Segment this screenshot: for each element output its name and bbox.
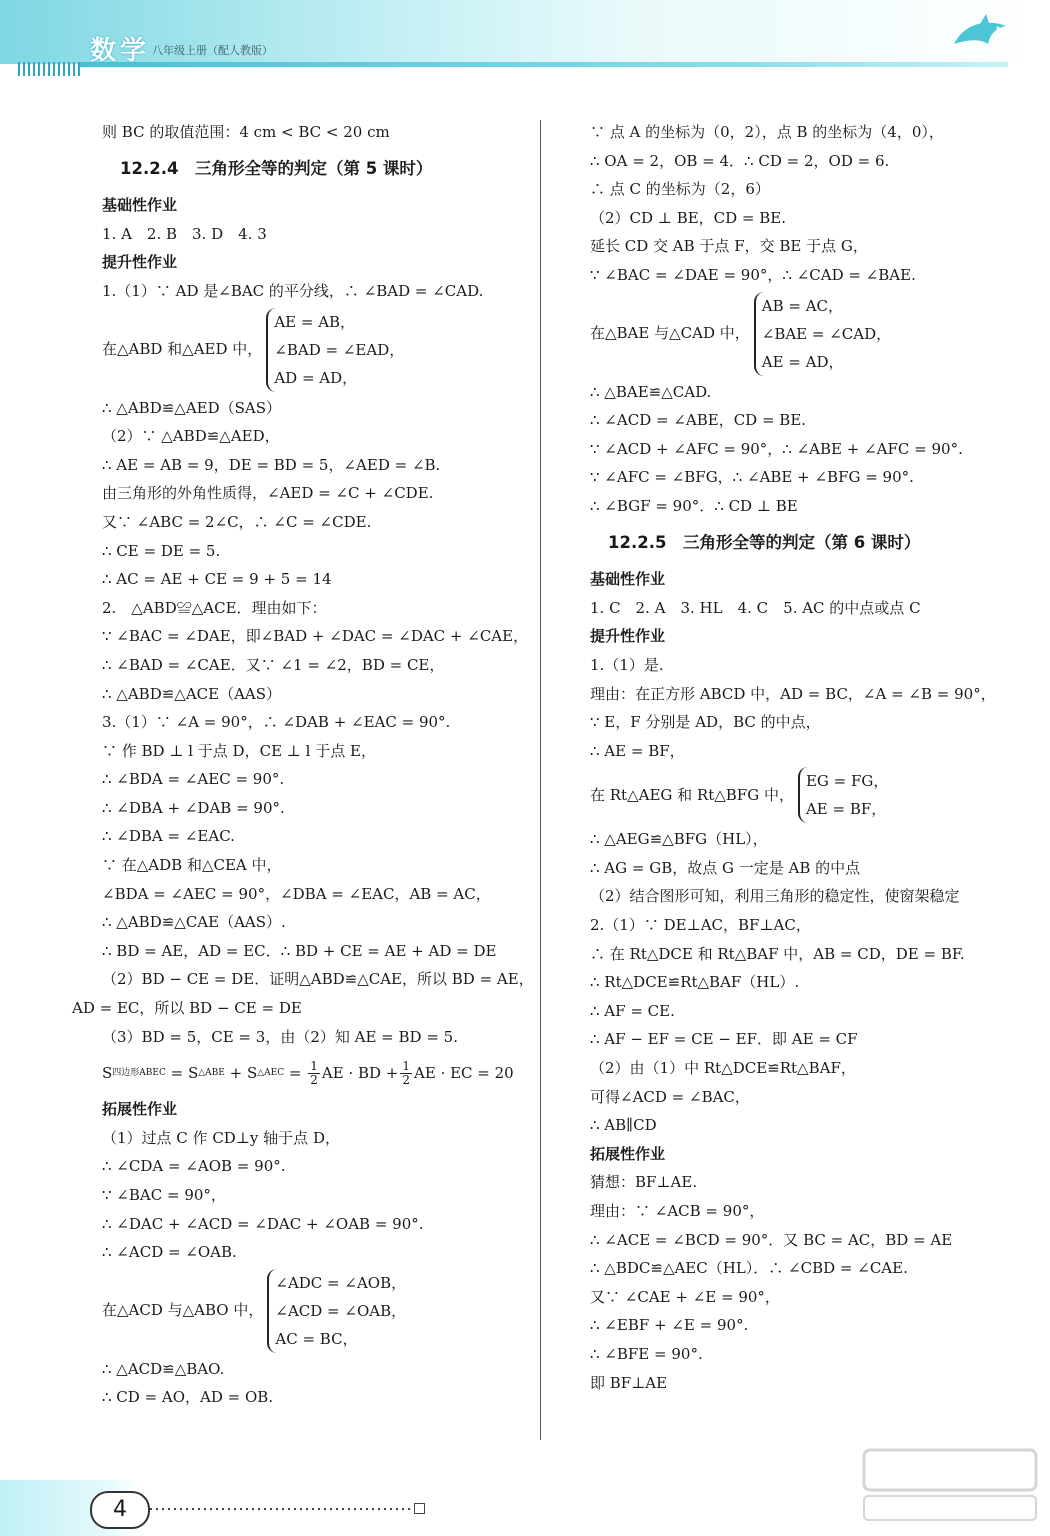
text-line: ∴ ∠ACD = ∠OAB. (102, 1243, 237, 1262)
text-line: 由三角形的外角性质得，∠AED = ∠C + ∠CDE. (102, 484, 434, 503)
header-barcode-decoration (18, 62, 80, 76)
subsection-heading: 提升性作业 (102, 253, 178, 272)
text-line: 2.（1）∵ DE⊥AC，BF⊥AC， (590, 916, 811, 935)
text-line: （2）∵ △ABD≌△AED， (102, 427, 280, 446)
formula-s1-sub: △ABE (198, 1067, 225, 1078)
brace-condition: ∠BAD = ∠EAD， (274, 340, 405, 359)
subsection-heading: 拓展性作业 (590, 1144, 666, 1163)
text-line: 即 BF⊥AE (590, 1373, 668, 1392)
brace-label: 在△ABD 和△AED 中， (102, 340, 263, 359)
brace-condition: ∠ADC = ∠AOB， (275, 1273, 407, 1292)
footer-dotted-line (150, 1508, 412, 1510)
text-line: ∴ △ACD≌△BAO. (102, 1359, 225, 1378)
section-heading: 12.2.4 三角形全等的判定（第 5 课时） (120, 158, 433, 178)
text-line: ∴ BD = AE，AD = EC．∴ BD + CE = AE + AD = DE (102, 941, 497, 960)
text-line: ∴ ∠DBA + ∠DAB = 90°. (102, 798, 285, 817)
formula-s: S (102, 1063, 113, 1082)
text-line: ∵ ∠BAC = ∠DAE，即∠BAD + ∠DAC = ∠DAC + ∠CAE， (102, 627, 529, 646)
text-line: ∵ 作 BD ⊥ l 于点 D，CE ⊥ l 于点 E， (102, 741, 376, 760)
text-line: ∴ AE = AB = 9，DE = BD = 5，∠AED = ∠B. (102, 455, 441, 474)
text-line: 1. C 2. A 3. HL 4. C 5. AC 的中点或点 C (590, 598, 921, 617)
proof-brace-block (590, 292, 1020, 376)
text-line: ∴ ∠BFE = 90°. (590, 1344, 703, 1363)
text-line: 1.（1）∵ AD 是∠BAC 的平分线，∴ ∠BAD = ∠CAD. (102, 281, 484, 300)
brace-label: 在△ACD 与△ABO 中， (102, 1301, 264, 1320)
formula-s2: S (246, 1063, 258, 1082)
text-line: ∴ ∠ACE = ∠BCD = 90°．又 BC = AC，BD = AE (590, 1230, 953, 1249)
text-line: ∴ CE = DE = 5. (102, 541, 221, 560)
subsection-heading: 基础性作业 (102, 196, 178, 215)
formula-term2: AE · EC = 20 (414, 1063, 514, 1082)
text-line: ∴ OA = 2，OB = 4．∴ CD = 2，OD = 6. (590, 151, 890, 170)
brace-condition: ∠BAE = ∠CAD， (761, 324, 892, 343)
dolphin-logo-icon (950, 14, 1010, 54)
brace-condition: AE = BF， (805, 800, 887, 819)
text-line: ∴ ∠DBA = ∠EAC. (102, 827, 235, 846)
right-column (590, 118, 1020, 1397)
brace-condition: AE = AB， (274, 312, 356, 331)
area-formula: S 四边形ABEC = S △ABE + S △AEC = $\frac{1}{2}$ AE · BD + $\frac{1}{2}$ AE · EC = 20 (102, 1058, 514, 1087)
proof-brace-block (590, 767, 1020, 823)
text-line: ∴ ∠ACD = ∠ABE，CD = BE. (590, 411, 807, 430)
subsection-heading: 拓展性作业 (102, 1100, 178, 1119)
text-line: ∴ AE = BF， (590, 741, 685, 760)
brace-label: 在△BAE 与△CAD 中， (590, 324, 750, 343)
text-line: 2. △ABD≌△ACE．理由如下： (102, 598, 327, 617)
text-line: 1.（1）是. (590, 655, 664, 674)
formula-s2-sub: △AEC (257, 1067, 285, 1078)
text-line: ∴ AB∥CD (590, 1116, 657, 1135)
text-line: ∵ 在△ADB 和△CEA 中， (102, 856, 282, 875)
text-line: 则 BC 的取值范围：4 cm < BC < 20 cm (102, 123, 390, 141)
text-line: AD = EC，所以 BD − CE = DE (72, 999, 302, 1018)
text-line: （1）过点 C 作 CD⊥y 轴于点 D， (102, 1128, 340, 1147)
fraction-half: $\frac{1}{2}$ (310, 1058, 318, 1087)
formula-s-sub: 四边形ABEC (112, 1067, 166, 1078)
text-line: ∴ 在 Rt△DCE 和 Rt△BAF 中，AB = CD，DE = BF. (590, 944, 965, 963)
text-line: （2）CD ⊥ BE，CD = BE. (590, 208, 787, 227)
text-line: ∵ ∠AFC = ∠BFG，∴ ∠ABE + ∠BFG = 90°. (590, 468, 914, 487)
left-column (72, 118, 534, 1412)
text-line: ∵ ∠ACD + ∠AFC = 90°，∴ ∠ABE + ∠AFC = 90°. (590, 439, 963, 458)
column-divider (540, 120, 541, 1440)
watermark-logo-icon (860, 1444, 1040, 1524)
text-line: ∴ Rt△DCE≌Rt△BAF（HL）. (590, 973, 800, 992)
text-line: ∴ ∠CDA = ∠AOB = 90°. (102, 1157, 286, 1176)
text-line: ∴ △ABD≌△ACE（AAS） (102, 684, 282, 703)
text-line: 又∵ ∠ABC = 2∠C，∴ ∠C = ∠CDE. (102, 512, 372, 531)
text-line: ∴ ∠DAC + ∠ACD = ∠DAC + ∠OAB = 90°. (102, 1214, 424, 1233)
brace-condition: AC = BC， (275, 1329, 358, 1348)
text-line: ∠BDA = ∠AEC = 90°，∠DBA = ∠EAC，AB = AC， (102, 884, 491, 903)
brace-condition: AE = AD， (761, 352, 844, 371)
text-line: ∵ ∠BAC = ∠DAE = 90°，∴ ∠CAD = ∠BAE. (590, 265, 916, 284)
fraction-half: $\frac{1}{2}$ (402, 1058, 411, 1087)
brace-conditions (267, 1269, 406, 1353)
text-line: 猜想：BF⊥AE. (590, 1173, 698, 1192)
text-line: 理由：在正方形 ABCD 中，AD = BC，∠A = ∠B = 90°， (590, 684, 996, 703)
brace-conditions (266, 308, 404, 392)
text-line: ∴ AC = AE + CE = 9 + 5 = 14 (102, 570, 332, 589)
brace-condition: AD = AD， (274, 368, 358, 387)
text-line: 理由：∵ ∠ACB = 90°， (590, 1202, 765, 1220)
text-line: ∵ E，F 分别是 AD，BC 的中点， (590, 713, 821, 732)
text-line: ∴ ∠BAD = ∠CAE．又∵ ∠1 = ∠2，BD = CE， (102, 655, 445, 674)
text-line: 又∵ ∠CAE + ∠E = 90°， (590, 1287, 780, 1306)
brace-conditions (798, 767, 888, 823)
section-heading: 12.2.5 三角形全等的判定（第 6 课时） (608, 532, 921, 552)
text-line: （3）BD = 5，CE = 3，由（2）知 AE = BD = 5. (102, 1027, 458, 1046)
text-line: ∵ 点 A 的坐标为（0，2），点 B 的坐标为（4，0）， (590, 123, 944, 141)
proof-brace-block (102, 1269, 532, 1353)
page-number: 4 (90, 1491, 150, 1529)
text-line: ∵ ∠BAC = 90°， (102, 1186, 226, 1204)
text-line: 可得∠ACD = ∠BAC， (590, 1087, 750, 1106)
text-line: ∴ ∠BGF = 90°．∴ CD ⊥ BE (590, 496, 798, 515)
text-line: ∴ AF = CE. (590, 1001, 675, 1020)
proof-brace-block (102, 308, 532, 392)
formula-term1: AE · BD + (321, 1063, 399, 1082)
text-line: ∴ 点 C 的坐标为（2，6） (590, 180, 770, 199)
brace-condition: AB = AC， (761, 296, 844, 315)
text-line: 1. A 2. B 3. D 4. 3 (102, 224, 267, 243)
text-line: ∴ ∠BDA = ∠AEC = 90°. (102, 770, 285, 789)
brace-label: 在 Rt△AEG 和 Rt△BFG 中， (590, 785, 794, 804)
text-line: 延长 CD 交 AB 于点 F，交 BE 于点 G， (590, 237, 868, 256)
brace-condition: EG = FG， (805, 772, 889, 791)
text-line: ∴ △AEG≌△BFG（HL）， (590, 830, 768, 849)
text-line: （2）BD − CE = DE．证明△ABD≌△CAE，所以 BD = AE， (102, 970, 534, 989)
header-rule (78, 62, 1008, 67)
text-line: ∴ △BAE≌△CAD. (590, 382, 712, 401)
text-line: （2）结合图形可知，利用三角形的稳定性，使窗架稳定 (590, 887, 960, 906)
text-line: ∴ △ABD≌△AED（SAS） (102, 398, 282, 417)
text-line: ∴ AF − EF = CE − EF．即 AE = CF (590, 1030, 858, 1049)
text-line: 3.（1）∵ ∠A = 90°，∴ ∠DAB + ∠EAC = 90°. (102, 713, 451, 732)
brace-conditions (754, 292, 891, 376)
footer-square-icon (414, 1503, 425, 1514)
text-line: ∴ AG = GB，故点 G 一定是 AB 的中点 (590, 858, 861, 877)
subsection-heading: 提升性作业 (590, 627, 666, 646)
text-line: ∴ △BDC≌△AEC（HL）．∴ ∠CBD = ∠CAE. (590, 1259, 908, 1278)
formula-s1: S (187, 1063, 199, 1082)
grade-label: 八年级上册（配人教版） (152, 44, 273, 57)
text-line: （2）由（1）中 Rt△DCE≌Rt△BAF， (590, 1059, 856, 1078)
text-line: ∴ △ABD≌△CAE（AAS）. (102, 913, 286, 932)
subsection-heading: 基础性作业 (590, 570, 666, 589)
text-line: ∴ ∠EBF + ∠E = 90°. (590, 1316, 749, 1335)
subject-title: 数学 (90, 36, 151, 66)
text-line: ∴ CD = AO，AD = OB. (102, 1388, 274, 1407)
brace-condition: ∠ACD = ∠OAB， (275, 1301, 407, 1320)
